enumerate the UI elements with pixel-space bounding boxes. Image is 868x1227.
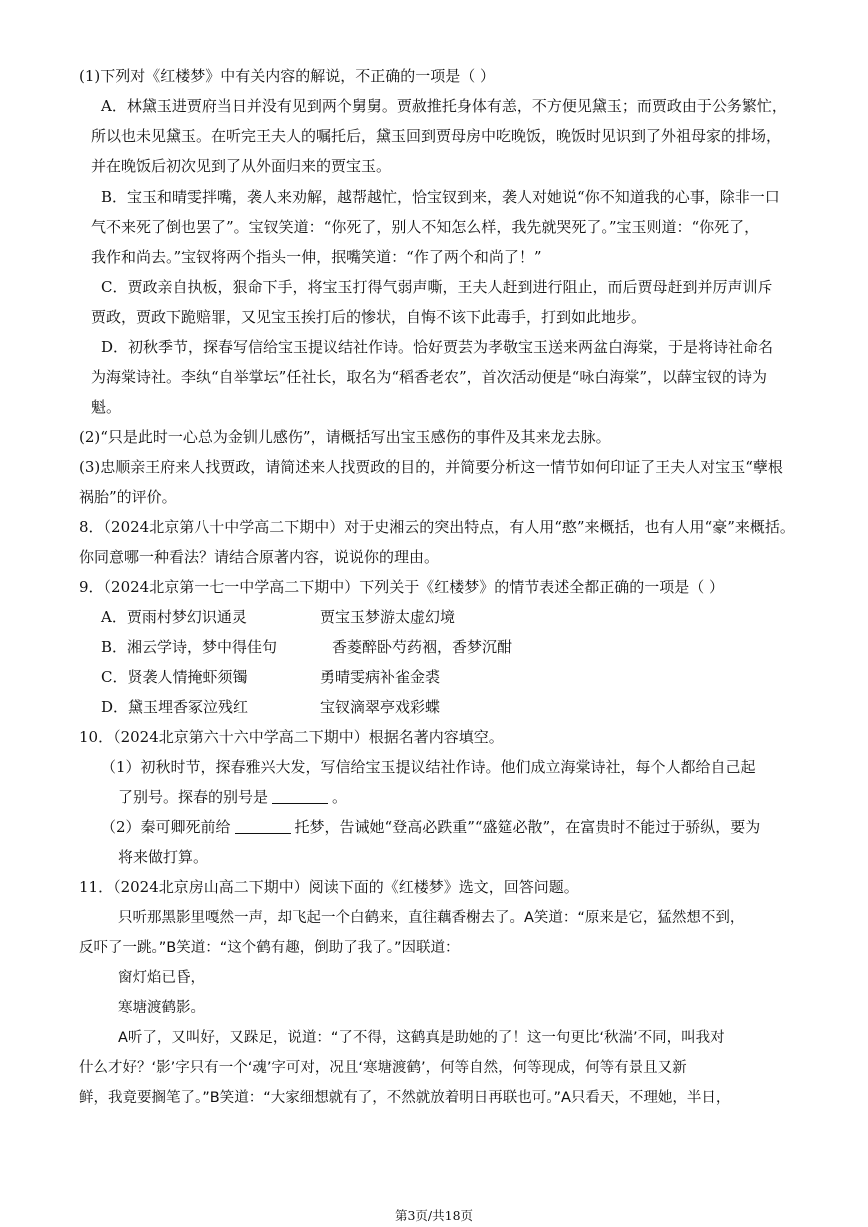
q1-option-a-line2: 所以也未见黛玉。在听完王夫人的嘱托后，黛玉回到贾母房中吃晚饭，晚饭时见识到了外祖母家的排场， (91, 127, 782, 145)
q10-part2-text-a: （2）秦可卿死前给 (101, 818, 231, 836)
q9-stem: 9．（2024北京第一七一中学高二下期中）下列关于《红楼梦》的情节表述全都正确的一项是（ ） (79, 578, 724, 596)
q9-option-a-left: A．贾雨村梦幻识通灵 (101, 608, 247, 626)
q9-option-a-right: 贾宝玉梦游太虚幻境 (320, 608, 456, 626)
q1-option-c-line2: 贾政，贾政下跪赔罪，又见宝玉挨打后的惨状，自悔不该下此毒手，打到如此地步。 (91, 308, 647, 326)
q1-option-b-line2: 气不来死了倒也罢了”。宝钗笑道：“你死了，别人不知怎么样，我先就哭死了。”宝玉则道：“你死了， (91, 218, 760, 236)
q8-line1: 8．（2024北京第八十中学高二下期中）对于史湘云的突出特点，有人用“憨”来概括，也有人用“豪”来概括。 (79, 518, 795, 536)
passage-line: 鲜，我竟要搁笔了。”B笑道：“大家细想就有了，不然就放着明日再联也可。”A只看天，不理她，半日， (79, 1090, 731, 1106)
q9-option-b-right: 香菱醉卧芍药裀，香梦沉酣 (332, 638, 513, 656)
q1-option-d-line3: 魁。 (91, 398, 122, 416)
q1-stem: (1)下列对《红楼梦》中有关内容的解说，不正确的一项是（ ） (79, 67, 496, 85)
q10-part1-line1: （1）初秋时节，探春雅兴大发，写信给宝玉提议结社作诗。他们成立海棠诗社，每个人都给自己起 (101, 758, 756, 776)
q9-option-c-left: C．贤袭人情掩虾须镯 (101, 668, 248, 686)
q10-part2-line2: 将来做打算。 (118, 848, 209, 866)
passage-verse-line: 寒塘渡鹤影。 (118, 1000, 205, 1016)
q1-option-a-line1: A．林黛玉进贾府当日并没有见到两个舅舅。贾赦推托身体有恙，不方便见黛玉；而贾政由于公务繁忙， (101, 97, 787, 115)
q3-line2: 祸胎”的评价。 (79, 488, 177, 506)
q1-option-d-line2: 为海棠诗社。李纨“自举掌坛”任社长，取名为“稻香老农”，首次活动便是“咏白海棠”，以薛宝钗的诗为 (91, 368, 768, 386)
passage-line: 只听那黑影里嘎然一声，却飞起一个白鹤来，直往藕香榭去了。A笑道：“原来是它，猛然想不到， (118, 910, 745, 926)
q10-part1-end: 。 (332, 788, 348, 806)
passage-line: 反吓了一跳。”B笑道：“这个鹤有趣，倒助了我了。”因联道： (79, 940, 460, 956)
q9-option-c-right: 勇晴雯病补雀金裘 (320, 668, 441, 686)
passage-verse-line: 窗灯焰已昏， (118, 970, 205, 986)
q11-stem: 11．（2024北京房山高二下期中）阅读下面的《红楼梦》选文，回答问题。 (79, 878, 579, 896)
q1-option-b-line1: B．宝玉和晴雯拌嘴，袭人来劝解，越帮越忙，恰宝钗到来，袭人对她说“你不知道我的心事，除非一口 (101, 188, 780, 206)
q10-part1-text: 了别号。探春的别号是 (118, 788, 269, 806)
q3-line1: (3)忠顺亲王府来人找贾政，请简述来人找贾政的目的，并简要分析这一情节如何印证了王夫人对宝玉“孽根 (79, 458, 783, 476)
answer-blank[interactable] (235, 819, 291, 834)
q10-part2-text-b: 托梦，告诫她“登高必跌重”“盛筵必散”，在富贵时不能过于骄纵，要为 (294, 818, 761, 836)
passage-line: A听了，又叫好，又跺足，说道：“了不得，这鹤真是助她的了！这一句更比‘秋湍’不同，叫我对 (118, 1030, 725, 1046)
passage-line: 什么才好？‘影’字只有一个‘魂’字可对，况且‘寒塘渡鹤’，何等自然，何等现成，何等有景且又新 (79, 1060, 687, 1076)
q10-part1-line2 (118, 787, 347, 807)
q10-part2-line1 (101, 817, 760, 837)
answer-blank[interactable] (272, 789, 328, 804)
q10-stem: 10．（2024北京第六十六中学高二下期中）根据名著内容填空。 (79, 728, 504, 746)
q9-option-b-left: B．湘云学诗，梦中得佳句 (101, 638, 278, 656)
page-number: 第3页/共18页 (394, 1208, 474, 1223)
q2-text: (2)“只是此时一心总为金钏儿感伤”，请概括写出宝玉感伤的事件及其来龙去脉。 (79, 428, 611, 446)
q9-option-d-left: D．黛玉埋香冢泣残红 (101, 698, 249, 716)
q1-option-c-line1: C．贾政亲自执板，狠命下手，将宝玉打得气弱声嘶，王夫人赶到进行阻止，而后贾母赶到并厉声训斥 (101, 278, 773, 296)
q1-option-a-line3: 并在晚饭后初次见到了从外面归来的贾宝玉。 (91, 157, 392, 175)
q1-option-d-line1: D．初秋季节，探春写信给宝玉提议结社作诗。恰好贾芸为孝敬宝玉送来两盆白海棠，于是将诗社命名 (101, 338, 774, 356)
q9-option-d-right: 宝钗滴翠亭戏彩蝶 (320, 698, 441, 716)
q1-option-b-line3: 我作和尚去。”宝钗将两个指头一伸，抿嘴笑道：“作了两个和尚了！” (91, 248, 542, 266)
q8-line2: 你同意哪一种看法？请结合原著内容，说说你的理由。 (79, 548, 440, 566)
